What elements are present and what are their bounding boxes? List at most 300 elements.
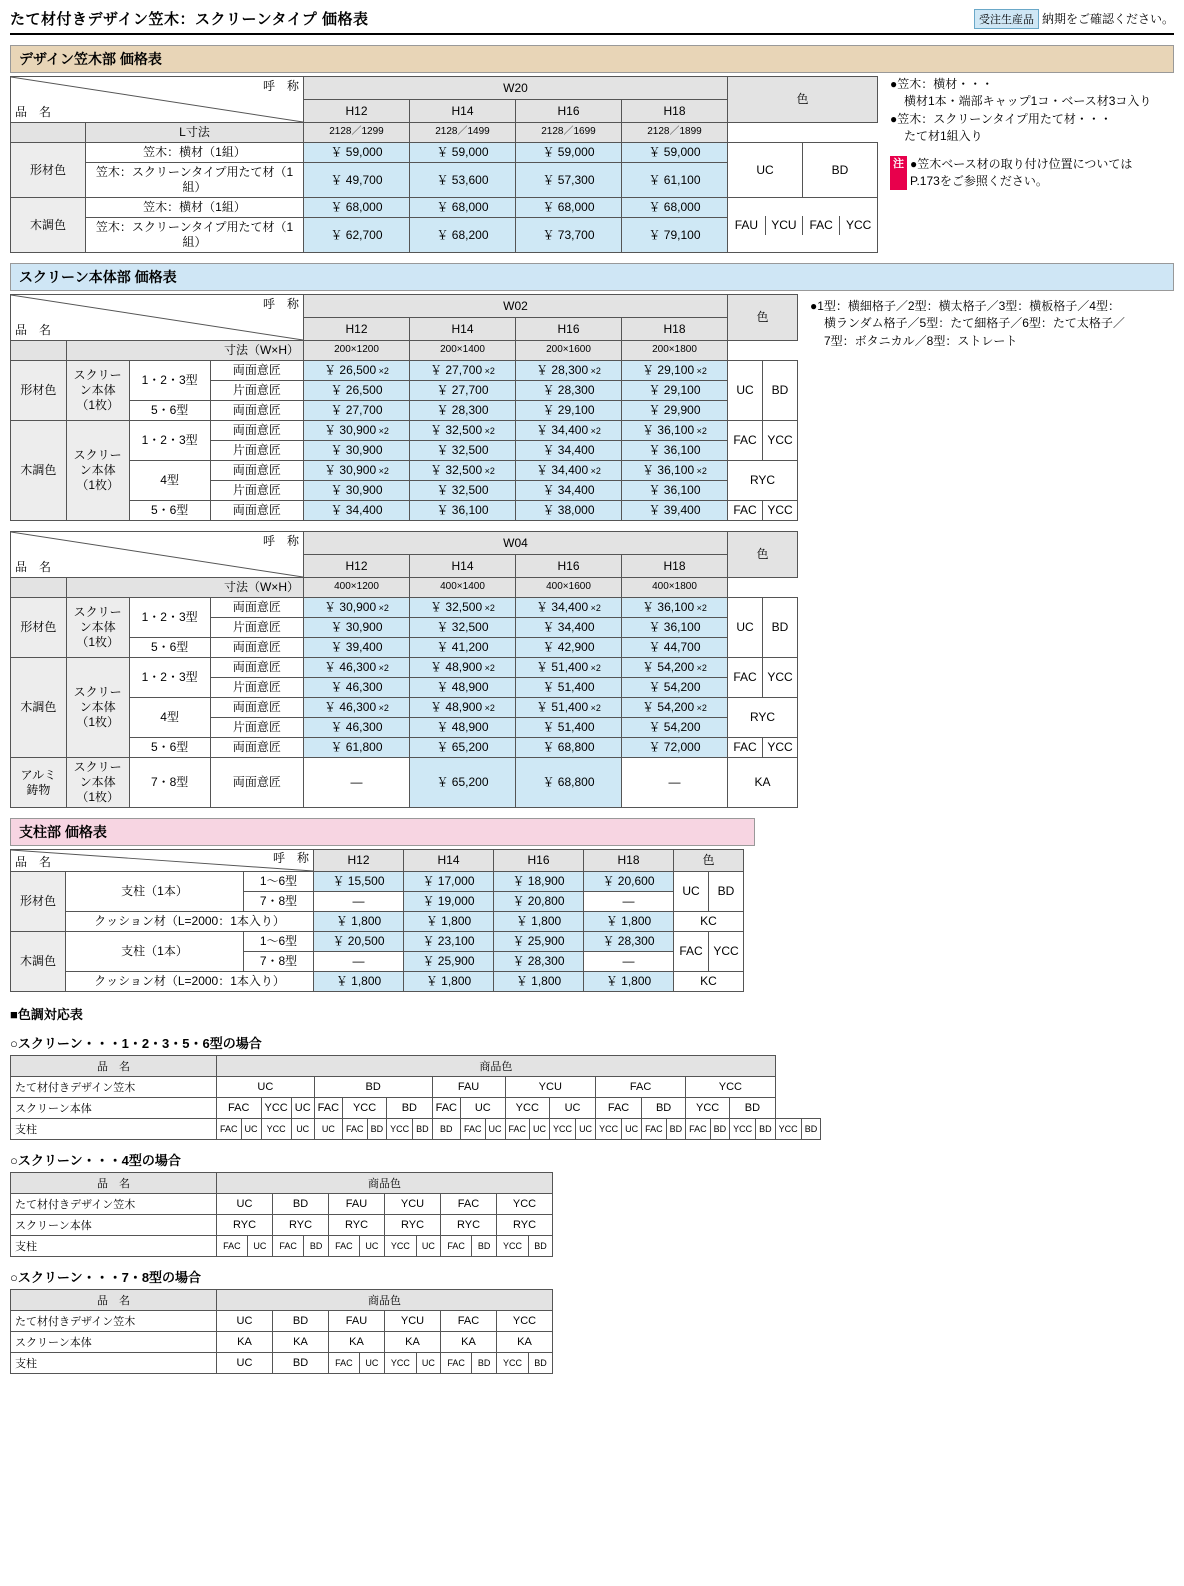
price-cell: ￥ 34,400	[516, 618, 622, 638]
lsize-h16: 2128／1699	[516, 123, 622, 143]
color-cell: BD	[432, 1119, 460, 1140]
color-cell: RYC	[217, 1215, 273, 1236]
color-fac: FAC	[728, 421, 763, 461]
section-banner-screen: スクリーン本体部 価格表	[10, 263, 1174, 291]
color-bd: BD	[803, 143, 878, 198]
color-bd: BD	[763, 361, 798, 421]
row-name: 笠木：横材（1組）	[86, 143, 304, 163]
price-cell: ￥ 32,500 ×2	[410, 421, 516, 441]
price-cell: ￥ 26,500 ×2	[304, 361, 410, 381]
w04-header: W04	[304, 532, 728, 555]
price-cell: ￥ 34,400 ×2	[516, 421, 622, 441]
color-cell: YCC	[497, 1236, 529, 1257]
group-aluminum-casting: アルミ鋳物	[11, 758, 67, 808]
color-cell: YCC	[261, 1098, 291, 1119]
color-cell: FAC	[329, 1353, 360, 1374]
color-table-3	[10, 1289, 553, 1374]
price-cell: ￥ 28,300	[410, 401, 516, 421]
note-line: 横材1本・端部キャップ1コ・ベース材3コ入り	[904, 94, 1152, 109]
color-cell: FAC	[441, 1194, 497, 1215]
price-cell: ￥ 59,000	[304, 143, 410, 163]
price-cell: ￥ 46,300 ×2	[304, 698, 410, 718]
document-header	[10, 8, 1174, 35]
price-cell: ￥ 46,300	[304, 718, 410, 738]
price-cell: ￥ 51,400 ×2	[516, 698, 622, 718]
item-header: 品 名	[11, 1056, 217, 1077]
color-cell: BD	[528, 1236, 552, 1257]
row-label-kasagi: たて材付きデザイン笠木	[11, 1077, 217, 1098]
color-cell: BD	[273, 1311, 329, 1332]
size-h18: 200×1800	[622, 341, 728, 361]
call-name-diagonal-header	[11, 77, 304, 123]
body-label: スクリーン本体（1枚）	[66, 361, 129, 421]
price-cell: ￥ 20,800	[494, 892, 584, 912]
item-name-label: 品 名	[15, 105, 52, 119]
color-cell: KA	[385, 1332, 441, 1353]
table-row	[11, 912, 744, 932]
face-label: 両面意匠	[210, 758, 303, 808]
kasagi-price-table	[10, 76, 878, 253]
color-cell: UC	[485, 1119, 505, 1140]
face-label: 両面意匠	[210, 501, 303, 521]
color-cell: FAC	[343, 1119, 368, 1140]
price-cell: ￥ 29,100 ×2	[622, 361, 728, 381]
row-name: 笠木：スクリーンタイプ用たて材（1組）	[86, 218, 304, 253]
color-cell: YCC	[686, 1077, 776, 1098]
color-cell: UC	[291, 1098, 314, 1119]
type-label: 4型	[129, 461, 210, 501]
type-label: 7・8型	[244, 892, 314, 912]
price-cell: ￥ 65,200	[410, 758, 516, 808]
color-table-1	[10, 1055, 821, 1140]
price-cell: ￥ 1,800	[584, 912, 674, 932]
price-cell: ￥ 36,100	[622, 481, 728, 501]
table-row	[11, 143, 878, 163]
face-label: 片面意匠	[210, 718, 303, 738]
price-cell: ￥ 48,900	[410, 678, 516, 698]
color-cell: KA	[273, 1332, 329, 1353]
price-cell: ￥ 30,900	[304, 441, 410, 461]
blank-cell	[11, 341, 67, 361]
color-cell: RYC	[385, 1215, 441, 1236]
color-cell: FAC	[596, 1077, 686, 1098]
price-cell: ￥ 51,400 ×2	[516, 658, 622, 678]
face-label: 両面意匠	[210, 698, 303, 718]
product-color-header: 商品色	[217, 1173, 553, 1194]
color-header: 色	[674, 850, 744, 872]
height-h16: H16	[494, 850, 584, 872]
color-cell: BD	[642, 1098, 686, 1119]
height-h16: H16	[516, 318, 622, 341]
table-row	[11, 1290, 553, 1311]
price-cell: ￥ 38,000	[516, 501, 622, 521]
color-ycc: YCC	[763, 421, 798, 461]
lsize-label: L寸法	[86, 123, 304, 143]
color-uc: UC	[728, 361, 763, 421]
height-h14: H14	[404, 850, 494, 872]
table-row	[11, 198, 878, 218]
price-cell: ￥ 29,900	[622, 401, 728, 421]
price-cell: ￥ 15,500	[314, 872, 404, 892]
color-uc: UC	[728, 143, 803, 198]
price-cell: ￥ 46,300 ×2	[304, 658, 410, 678]
price-cell: ￥ 25,900	[404, 952, 494, 972]
color-table-2	[10, 1172, 553, 1257]
color-ryc: RYC	[728, 698, 798, 738]
price-cell: ￥ 1,800	[314, 912, 404, 932]
size-h16: 200×1600	[516, 341, 622, 361]
price-cell: —	[622, 758, 728, 808]
price-cell: ￥ 20,600	[584, 872, 674, 892]
price-cell: ￥ 36,100	[622, 618, 728, 638]
lsize-h14: 2128／1499	[410, 123, 516, 143]
price-cell: ￥ 48,900 ×2	[410, 658, 516, 678]
size-h14: 200×1400	[410, 341, 516, 361]
height-h12: H12	[304, 318, 410, 341]
price-cell: ￥ 1,800	[584, 972, 674, 992]
price-cell: ￥ 28,300	[494, 952, 584, 972]
color-cell: BD	[730, 1098, 776, 1119]
price-cell: ￥ 36,100	[622, 441, 728, 461]
price-cell: ￥ 30,900	[304, 618, 410, 638]
item-name-label: 品 名	[15, 560, 52, 574]
section1-row	[10, 76, 1174, 253]
caution-note	[890, 156, 1151, 191]
color-cell: RYC	[273, 1215, 329, 1236]
row-label-kasagi: たて材付きデザイン笠木	[11, 1311, 217, 1332]
price-cell: ￥ 32,500	[410, 441, 516, 461]
call-name-diagonal-header	[11, 532, 304, 578]
price-cell: ￥ 29,100	[516, 401, 622, 421]
color-cell: FAC	[461, 1119, 486, 1140]
table-row	[11, 1194, 553, 1215]
color-uc: UC	[728, 598, 763, 658]
lsize-h18: 2128／1899	[622, 123, 728, 143]
row-label-post: 支柱	[11, 1353, 217, 1374]
color-cell: YCC	[505, 1098, 550, 1119]
height-h12: H12	[304, 100, 410, 123]
color-cell: YCC	[775, 1119, 801, 1140]
color-table-1-caption: ○スクリーン・・・1・2・3・5・6型の場合	[10, 1036, 262, 1051]
price-cell: ￥ 54,200 ×2	[622, 658, 728, 678]
color-cell: UC	[247, 1236, 272, 1257]
size-label: 寸法（W×H）	[66, 578, 303, 598]
product-color-header: 商品色	[217, 1056, 776, 1077]
color-ycc: YCC	[763, 738, 798, 758]
face-label: 両面意匠	[210, 421, 303, 441]
price-cell: ￥ 41,200	[410, 638, 516, 658]
price-cell: ￥ 36,100	[410, 501, 516, 521]
color-cell: YCC	[343, 1098, 387, 1119]
body-label: スクリーン本体（1枚）	[66, 658, 129, 758]
price-cell: ￥ 59,000	[516, 143, 622, 163]
price-cell: ￥ 48,900	[410, 718, 516, 738]
color-header: 色	[728, 295, 798, 341]
price-cell: ￥ 48,900 ×2	[410, 698, 516, 718]
price-cell: ￥ 1,800	[314, 972, 404, 992]
price-cell: ￥ 1,800	[494, 912, 584, 932]
table-row	[11, 1311, 553, 1332]
call-label: 呼 称	[262, 297, 299, 311]
face-label: 片面意匠	[210, 678, 303, 698]
color-cell: FAC	[441, 1236, 472, 1257]
color-cell: UC	[530, 1119, 550, 1140]
call-name-diagonal-header	[11, 295, 304, 341]
price-cell: ￥ 36,100 ×2	[622, 598, 728, 618]
screen-w04-price-table	[10, 531, 798, 808]
color-cell: YCU	[385, 1311, 441, 1332]
height-h14: H14	[410, 555, 516, 578]
table-row	[11, 1236, 553, 1257]
call-name-diagonal-header	[11, 850, 314, 872]
color-cell: YCC	[497, 1353, 529, 1374]
table-row	[11, 932, 744, 952]
price-cell: ￥ 32,500	[410, 618, 516, 638]
height-h14: H14	[410, 100, 516, 123]
price-cell: ￥ 27,700	[304, 401, 410, 421]
table-row	[11, 1215, 553, 1236]
group-keizaishoku: 形材色	[11, 598, 67, 658]
table-row	[11, 1332, 553, 1353]
color-fac: FAC	[728, 738, 763, 758]
price-cell: ￥ 32,500 ×2	[410, 461, 516, 481]
color-ycc: YCC	[840, 216, 877, 235]
color-cell: BD	[387, 1098, 433, 1119]
row-label-post: 支柱	[11, 1119, 217, 1140]
table-row	[11, 461, 798, 481]
type-label: 1～6型	[244, 932, 314, 952]
type-label: 1・2・3型	[129, 421, 210, 461]
price-cell: ￥ 53,600	[410, 163, 516, 198]
price-cell: ￥ 17,000	[404, 872, 494, 892]
color-ka: KA	[728, 758, 798, 808]
height-h16: H16	[516, 555, 622, 578]
color-cell: UC	[217, 1311, 273, 1332]
section2-legend	[810, 294, 1125, 350]
height-h18: H18	[584, 850, 674, 872]
price-cell: ￥ 1,800	[404, 912, 494, 932]
price-cell: ￥ 57,300	[516, 163, 622, 198]
height-h18: H18	[622, 318, 728, 341]
price-cell: ￥ 27,700 ×2	[410, 361, 516, 381]
type-label: 7・8型	[244, 952, 314, 972]
price-cell: ￥ 19,000	[404, 892, 494, 912]
caution-icon: 注	[890, 156, 907, 191]
color-cell: UC	[217, 1194, 273, 1215]
color-cell: YCC	[497, 1311, 553, 1332]
height-h12: H12	[314, 850, 404, 872]
color-fac: FAC	[728, 501, 763, 521]
face-label: 両面意匠	[210, 598, 303, 618]
color-cell: BD	[710, 1119, 730, 1140]
color-kc: KC	[674, 912, 744, 932]
face-label: 片面意匠	[210, 618, 303, 638]
price-cell: ￥ 20,500	[314, 932, 404, 952]
price-cell: ￥ 1,800	[404, 972, 494, 992]
product-color-header: 商品色	[217, 1290, 553, 1311]
table-row	[11, 401, 798, 421]
color-cell: BD	[472, 1353, 497, 1374]
table-row	[11, 123, 878, 143]
price-cell: ￥ 28,300	[584, 932, 674, 952]
color-header: 色	[728, 77, 878, 123]
color-cell: UC	[416, 1353, 440, 1374]
price-cell: ￥ 54,200 ×2	[622, 698, 728, 718]
group-mokuchoushoku: 木調色	[11, 658, 67, 758]
row-label-screen: スクリーン本体	[11, 1215, 217, 1236]
body-label: スクリーン本体（1枚）	[66, 758, 129, 808]
price-cell: ￥ 34,400 ×2	[516, 461, 622, 481]
color-cell: YCU	[505, 1077, 596, 1098]
price-cell: ￥ 23,100	[404, 932, 494, 952]
color-cell: YCC	[261, 1119, 291, 1140]
table-row	[11, 738, 798, 758]
price-cell: ￥ 29,100	[622, 381, 728, 401]
price-cell: ￥ 32,500	[410, 481, 516, 501]
price-cell: ￥ 30,900	[304, 481, 410, 501]
price-cell: ￥ 30,900 ×2	[304, 461, 410, 481]
price-cell: ￥ 61,800	[304, 738, 410, 758]
color-fac: FAC	[803, 216, 840, 235]
price-cell: ￥ 59,000	[410, 143, 516, 163]
row-label-screen: スクリーン本体	[11, 1332, 217, 1353]
type-label: 5・6型	[129, 738, 210, 758]
row-name: クッション材（L=2000：1本入り）	[66, 912, 314, 932]
price-cell: ￥ 68,200	[410, 218, 516, 253]
row-label-post: 支柱	[11, 1236, 217, 1257]
height-h18: H18	[622, 100, 728, 123]
face-label: 両面意匠	[210, 738, 303, 758]
blank-cell	[11, 578, 67, 598]
price-cell: —	[314, 952, 404, 972]
type-label: 7・8型	[129, 758, 210, 808]
color-cell: KA	[329, 1332, 385, 1353]
color-cell: KA	[497, 1332, 553, 1353]
table-row	[11, 598, 798, 618]
post-price-table	[10, 849, 744, 992]
price-cell: ￥ 27,700	[410, 381, 516, 401]
price-cell: —	[584, 892, 674, 912]
color-cell: YCC	[387, 1119, 413, 1140]
face-label: 片面意匠	[210, 381, 303, 401]
color-cell: YCC	[385, 1236, 417, 1257]
type-label: 5・6型	[129, 401, 210, 421]
table-row	[11, 578, 798, 598]
price-cell: ￥ 28,300 ×2	[516, 361, 622, 381]
color-cell: BD	[756, 1119, 776, 1140]
color-cell: RYC	[441, 1215, 497, 1236]
color-cell: BD	[314, 1077, 432, 1098]
price-cell: ￥ 73,700	[516, 218, 622, 253]
color-cell: FAU	[432, 1077, 505, 1098]
color-cell: YCC	[730, 1119, 756, 1140]
section-banner-post: 支柱部 価格表	[10, 818, 755, 846]
screen-tables-wrap	[10, 294, 798, 808]
price-cell: ￥ 30,900 ×2	[304, 421, 410, 441]
table-row	[11, 295, 798, 318]
price-cell: ￥ 46,300	[304, 678, 410, 698]
color-ycc: YCC	[709, 932, 744, 972]
color-cell: UC	[217, 1353, 273, 1374]
color-cell: UC	[291, 1119, 314, 1140]
color-cell: UC	[217, 1077, 315, 1098]
item-header: 品 名	[11, 1173, 217, 1194]
color-cell: YCC	[550, 1119, 576, 1140]
table-row	[11, 1077, 821, 1098]
color-table-2-caption: ○スクリーン・・・4型の場合	[10, 1153, 181, 1168]
color-cell: BD	[304, 1236, 329, 1257]
price-cell: ￥ 30,900 ×2	[304, 598, 410, 618]
face-label: 両面意匠	[210, 658, 303, 678]
table-row	[11, 532, 798, 555]
color-cell: UC	[314, 1119, 342, 1140]
row-label-kasagi: たて材付きデザイン笠木	[11, 1194, 217, 1215]
group-mokuchoushoku: 木調色	[11, 198, 86, 253]
delivery-note: 納期をご確認ください。	[1041, 12, 1174, 26]
body-label: スクリーン本体（1枚）	[66, 421, 129, 521]
price-cell: ￥ 51,400	[516, 718, 622, 738]
section1-notes	[890, 76, 1151, 190]
type-label: 1・2・3型	[129, 361, 210, 401]
price-cell: ￥ 68,000	[622, 198, 728, 218]
note-line: ●笠木：スクリーンタイプ用たて材・・・	[890, 111, 1112, 126]
color-cell: FAC	[642, 1119, 667, 1140]
w20-header: W20	[304, 77, 728, 100]
price-cell: ￥ 36,100 ×2	[622, 461, 728, 481]
color-cell: BD	[472, 1236, 497, 1257]
lsize-h12: 2128／1299	[304, 123, 410, 143]
color-cell: BD	[528, 1353, 552, 1374]
price-cell: ￥ 34,400	[516, 481, 622, 501]
color-cell: BD	[273, 1194, 329, 1215]
color-cell: BD	[273, 1353, 329, 1374]
color-tables-title: ■色調対応表	[10, 1007, 83, 1022]
color-fac: FAC	[674, 932, 709, 972]
table-row	[11, 1098, 821, 1119]
price-cell: ￥ 79,100	[622, 218, 728, 253]
price-cell: ￥ 39,400	[622, 501, 728, 521]
size-h12: 400×1200	[304, 578, 410, 598]
face-label: 両面意匠	[210, 461, 303, 481]
price-cell: ￥ 68,000	[304, 198, 410, 218]
color-cell: FAC	[217, 1236, 248, 1257]
header-note	[974, 9, 1174, 29]
row-name: 支柱（1本）	[66, 932, 244, 972]
color-table-3-caption: ○スクリーン・・・7・8型の場合	[10, 1270, 202, 1285]
height-h18: H18	[622, 555, 728, 578]
color-ryc: RYC	[728, 461, 798, 501]
color-bd: BD	[709, 872, 744, 912]
type-label: 4型	[129, 698, 210, 738]
price-cell: ￥ 1,800	[494, 972, 584, 992]
color-cell: BD	[367, 1119, 387, 1140]
face-label: 両面意匠	[210, 361, 303, 381]
color-ycc: YCC	[763, 658, 798, 698]
color-cell: BD	[413, 1119, 433, 1140]
color-cell: UC	[550, 1098, 596, 1119]
group-keizaishoku: 形材色	[11, 361, 67, 421]
color-kc: KC	[674, 972, 744, 992]
color-cell: RYC	[497, 1215, 553, 1236]
table-row	[11, 1119, 821, 1140]
legend-line: 横ランダム格子／5型：たて細格子／6型：たて太格子／	[824, 316, 1125, 331]
blank-cell	[11, 123, 86, 143]
table-row	[11, 698, 798, 718]
color-cell: YCC	[385, 1353, 417, 1374]
note-line: たて材1組入り	[904, 129, 983, 144]
face-label: 片面意匠	[210, 481, 303, 501]
color-cell: UC	[359, 1353, 384, 1374]
